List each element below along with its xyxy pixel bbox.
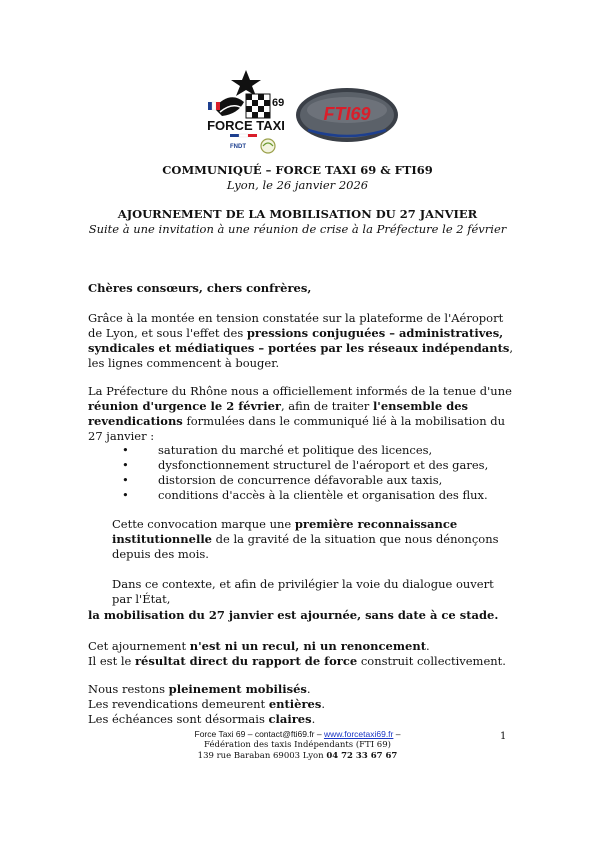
force-taxi-logo	[200, 68, 292, 160]
communique-title: COMMUNIQUÉ – FORCE TAXI 69 & FTI69	[162, 163, 433, 177]
footer-contact: Force Taxi 69 – contact@fti69.fr – www.forcetaxi69.fr –	[194, 729, 401, 739]
svg-text:FNDT: FNDT	[230, 144, 246, 150]
list-item: • distorsion de concurrence défavorable aux taxis,	[122, 473, 443, 487]
announcement: la mobilisation du 27 janvier est ajournée, sans date à ce stade.	[88, 608, 499, 622]
logo-area	[0, 68, 595, 160]
paragraph-6: Cet ajournement n'est ni un recul, ni un renoncement. Il est le résultat direct du rapport de force construit collectivement.	[88, 639, 506, 668]
paragraph-2: La Préfecture du Rhône nous a officiellement informés de la tenue d'une réunion d'urgence le 2 février, afin de traiter l'ensemble des revendications formulées dans le communiqué lié à la mobilisation du 27 janvier :	[88, 384, 512, 443]
svg-text:FTI69: FTI69	[323, 104, 371, 124]
website-link[interactable]: www.forcetaxi69.fr	[323, 729, 394, 739]
subheadline: Suite à une invitation à une réunion de crise à la Préfecture le 2 février	[88, 222, 507, 236]
list-item: • saturation du marché et politique des licences,	[122, 443, 433, 457]
headline: AJOURNEMENT DE LA MOBILISATION DU 27 JANVIER	[117, 207, 478, 221]
page-number: 1	[500, 731, 507, 742]
revendications-list	[122, 443, 488, 503]
list-item: • conditions d'accès à la clientèle et organisation des flux.	[122, 488, 488, 502]
svg-text:69: 69	[272, 97, 285, 109]
footer-federation: Fédération des taxis Indépendants (FTI 69)	[204, 740, 391, 750]
list-item: • dysfonctionnement structurel de l'aéroport et des gares,	[122, 458, 489, 472]
salutation: Chères consœurs, chers confrères,	[88, 281, 312, 295]
fti69-logo	[294, 86, 400, 144]
svg-text:FORCE TAXI: FORCE TAXI	[207, 118, 285, 133]
communique-date: Lyon, le 26 janvier 2026	[226, 178, 369, 192]
paragraph-1: Grâce à la montée en tension constatée sur la plateforme de l'Aéroport de Lyon, et sous l'effet des pressions conjuguées – administratives, syndicales et médiatiques – portées par les réseaux indépendants, les lignes commencent à bouger.	[88, 311, 514, 370]
paragraph-4: Dans ce contexte, et afin de privilégier la voie du dialogue ouvert par l'État,	[112, 577, 494, 606]
footer-address: 139 rue Baraban 69003 Lyon 04 72 33 67 67	[197, 751, 398, 761]
paragraph-8: Nous restons pleinement mobilisés. Les revendications demeurent entières. Les échéances sont désormais claires.	[88, 682, 325, 726]
paragraph-3: Cette convocation marque une première reconnaissance institutionnelle de la gravité de la situation que nous dénonçons depuis des mois.	[112, 517, 499, 561]
